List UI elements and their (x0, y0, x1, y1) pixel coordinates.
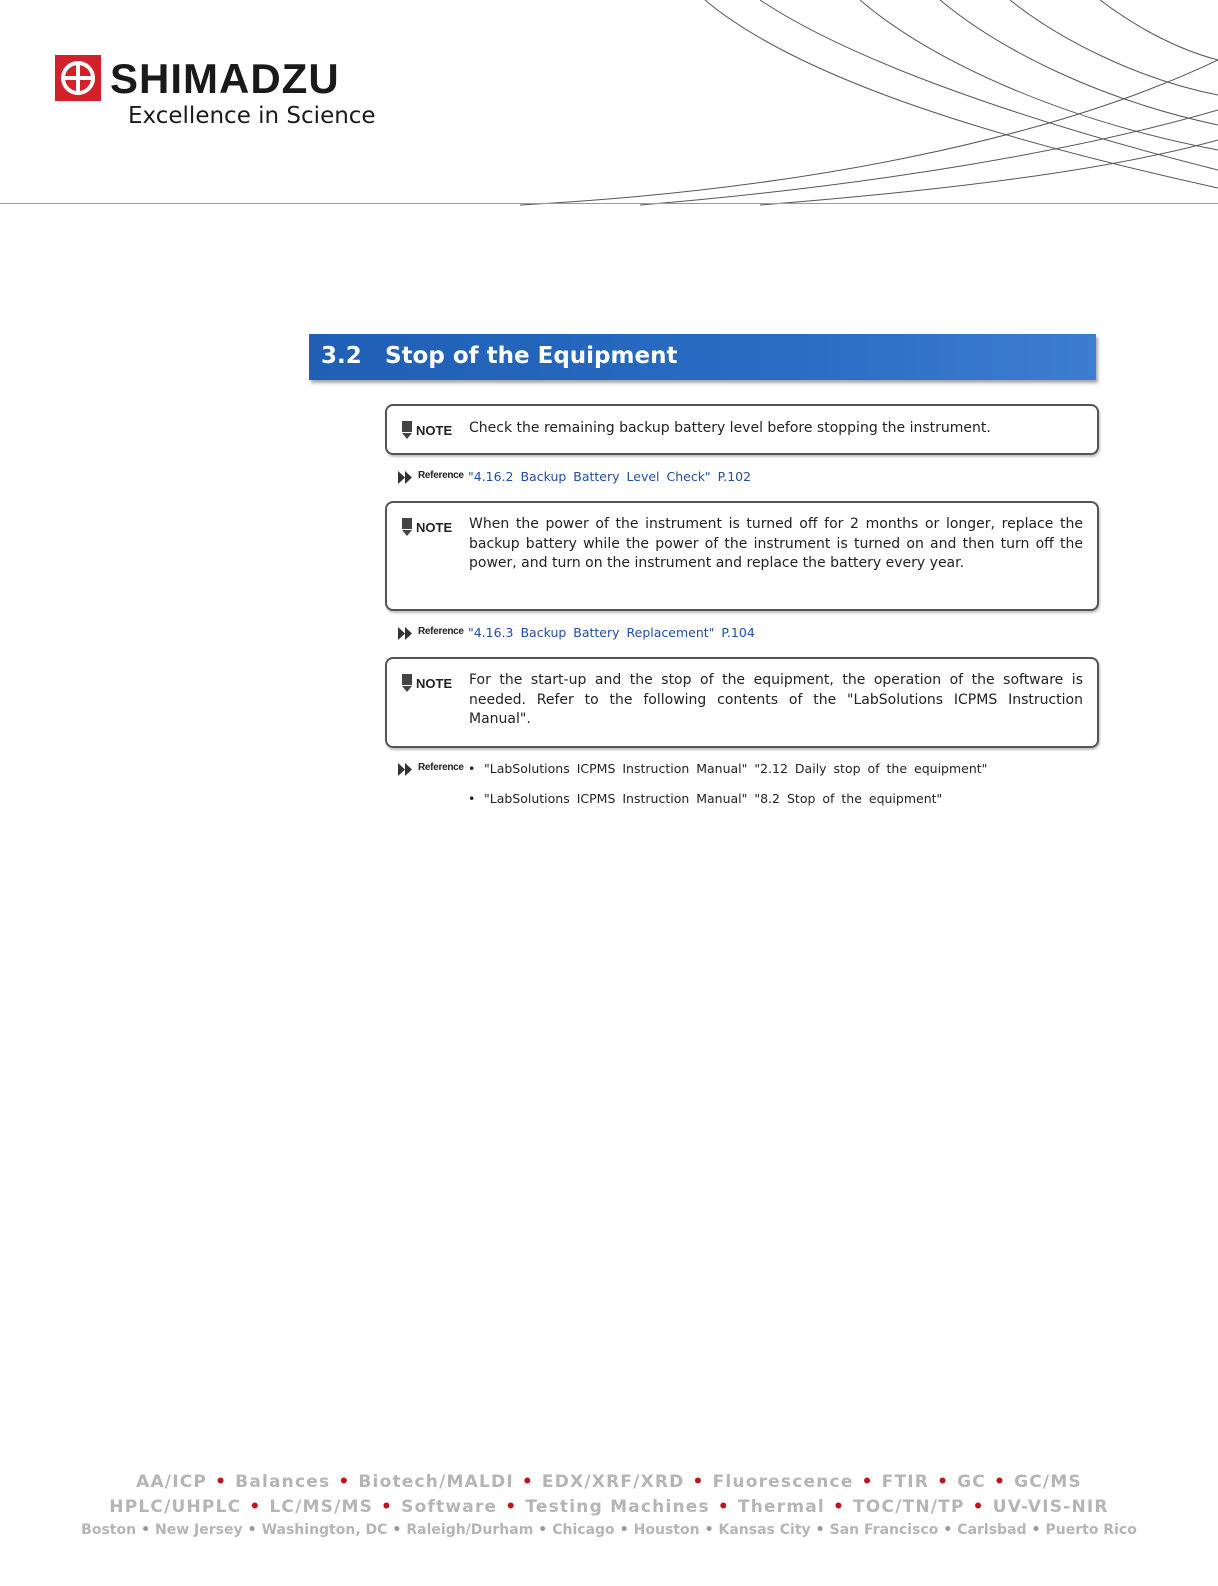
footer-item: Thermal (737, 1497, 825, 1517)
footer-separator: • (249, 1497, 262, 1517)
reference-arrow-icon (398, 763, 414, 776)
footer-separator: • (704, 1522, 714, 1538)
note-pencil-icon (401, 518, 413, 536)
footer-separator: • (538, 1522, 548, 1538)
note-text: When the power of the instrument is turned off for 2 months or longer, replace the backup battery while the power of the instrument is turned on and then turn off the power, and turn on the instrument and replace the battery every year. (469, 516, 1083, 572)
section-heading-bar (309, 334, 1096, 380)
footer-separator: • (832, 1497, 846, 1517)
footer-separator: • (937, 1472, 950, 1492)
note-box: NOTE For the start-up and the stop of the equipment, the operation of the software is needed. Refer to the following contents of the "LabSolutions ICPMS Instruction Manual". (385, 657, 1099, 748)
footer-item: Carlsbad (957, 1522, 1027, 1538)
footer-item: HPLC/UHPLC (109, 1497, 242, 1517)
footer-item: Biotech/MALDI (358, 1472, 514, 1492)
footer-locations-line (0, 1522, 1218, 1538)
footer-products-line-2 (0, 1497, 1218, 1517)
reference-item[interactable]: "LabSolutions ICPMS Instruction Manual" "2.12 Daily stop of the equipment" (484, 761, 988, 776)
reference-arrow-icon (398, 627, 414, 640)
footer-item: GC (957, 1472, 986, 1492)
footer-separator: • (815, 1522, 825, 1538)
brand-name: SHIMADZU (110, 55, 340, 102)
footer-separator: • (994, 1472, 1007, 1492)
footer-products-line-1 (0, 1472, 1218, 1492)
note-text: For the start-up and the stop of the equipment, the operation of the software is needed. Refer to the following contents of the "LabSolutions ICPMS Instruction Manual". (469, 672, 1083, 728)
footer-item: Raleigh/Durham (406, 1522, 534, 1538)
footer-item: Boston (81, 1522, 137, 1538)
footer-item: Washington, DC (261, 1522, 388, 1538)
footer-item: EDX/XRF/XRD (541, 1472, 685, 1492)
footer-separator: • (861, 1472, 874, 1492)
footer-item: Puerto Rico (1045, 1522, 1137, 1538)
header-divider (0, 203, 1218, 204)
footer-separator: • (692, 1472, 705, 1492)
footer-item: Fluorescence (712, 1472, 854, 1492)
footer-separator: • (943, 1522, 953, 1538)
footer-item: Balances (235, 1472, 331, 1492)
note-pencil-icon (401, 674, 413, 692)
footer-item: Chicago (552, 1522, 615, 1538)
section-number: 3.2 (321, 343, 362, 369)
footer-item: New Jersey (155, 1522, 243, 1538)
footer-item: Kansas City (718, 1522, 811, 1538)
footer-item: San Francisco (829, 1522, 939, 1538)
footer-separator: • (141, 1522, 151, 1538)
section-title: Stop of the Equipment (385, 343, 678, 369)
footer-item: Software (401, 1497, 498, 1517)
reference-link[interactable]: "4.16.2 Backup Battery Level Check" P.102 (468, 469, 752, 484)
footer-item: TOC/TN/TP (853, 1497, 965, 1517)
footer-item: LC/MS/MS (269, 1497, 374, 1517)
note-text: Check the remaining backup battery level before stopping the instrument. (469, 420, 991, 436)
reference-arrow-icon (398, 471, 414, 484)
footer-item: GC/MS (1014, 1472, 1082, 1492)
footer-item: UV-VIS-NIR (992, 1497, 1109, 1517)
footer-separator: • (247, 1522, 257, 1538)
shimadzu-logo-mark-icon (55, 55, 101, 101)
brand-tagline: Excellence in Science (128, 103, 376, 129)
reference-bullet: • (468, 791, 476, 806)
footer-separator: • (1031, 1522, 1041, 1538)
footer-item: AA/ICP (136, 1472, 208, 1492)
reference-link[interactable]: "4.16.3 Backup Battery Replacement" P.104 (468, 625, 755, 640)
note-pencil-icon (401, 421, 413, 439)
footer-separator: • (381, 1497, 394, 1517)
footer-separator: • (521, 1472, 534, 1492)
footer-separator: • (215, 1472, 228, 1492)
footer-item: Houston (633, 1522, 700, 1538)
footer-separator: • (392, 1522, 402, 1538)
footer-separator: • (717, 1497, 730, 1517)
reference-item[interactable]: "LabSolutions ICPMS Instruction Manual" "8.2 Stop of the equipment" (484, 791, 943, 806)
note-box: NOTE When the power of the instrument is turned off for 2 months or longer, replace the backup battery while the power of the instrument is turned on and then turn off the power, and turn on the instrument and replace the battery every year. (385, 501, 1099, 611)
note-box: NOTE Check the remaining backup battery level before stopping the instrument. (385, 404, 1099, 455)
footer-separator: • (619, 1522, 629, 1538)
footer-separator: • (505, 1497, 518, 1517)
footer-item: FTIR (881, 1472, 930, 1492)
footer-item: Testing Machines (525, 1497, 710, 1517)
reference-bullet: • (468, 761, 476, 776)
footer-separator: • (338, 1472, 351, 1492)
footer-separator: • (972, 1497, 985, 1517)
